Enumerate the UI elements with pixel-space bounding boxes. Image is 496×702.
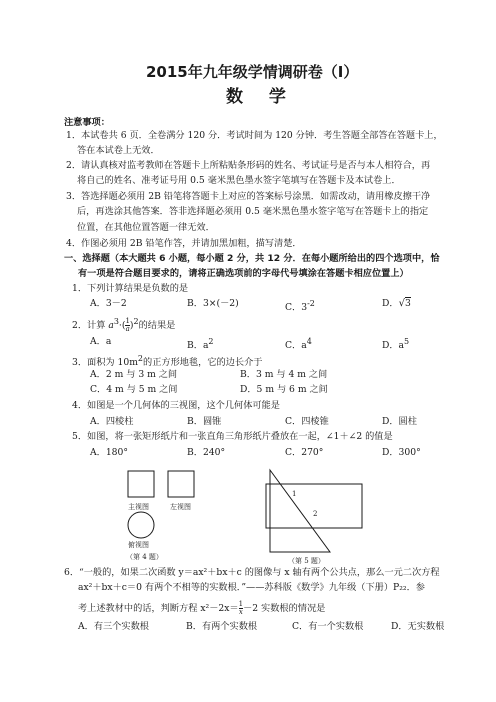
q2-stem: 2．计算 $a^3\cdot$( $\frac{1}{a}$ )$^2$的结果是 bbox=[72, 317, 176, 334]
q5-stem: 5．如图，将一张矩形纸片和一张直角三角形纸片叠放在一起，∠1＋∠2 的值是 bbox=[72, 431, 393, 442]
q3-stem: 3．面积为 $10m^2$的正方形地毯，它的边长介于 bbox=[72, 354, 263, 369]
q6-option-b: B．有两个实数根 bbox=[186, 621, 258, 632]
figure-q4-three-views bbox=[118, 467, 238, 565]
q1-option-a: A．3－2 bbox=[90, 298, 127, 309]
notice-line-5: 3．答选择题必须用 2B 铅笔将答题卡上对应的答案标号涂黑．如需改动，请用橡皮擦干净 bbox=[66, 191, 431, 202]
q4-option-b: B．圆锥 bbox=[187, 416, 222, 427]
subject-title: 数 学 bbox=[226, 87, 296, 107]
q2-option-c: C．$a^4$ bbox=[285, 337, 312, 352]
angle-2-label: 2 bbox=[313, 510, 318, 518]
section-heading-line-2: 有一项是符合题目要求的，请将正确选项前的字母代号填涂在答题卡相应位置上） bbox=[78, 268, 409, 279]
q6-line-1: 6．“一般的，如果二次函数 y＝ax²＋bx＋c 的图像与 x 轴有两个公共点，那么一元二次方程 bbox=[64, 567, 440, 578]
section-heading-line-1: 一、选择题（本大题共 6 小题，每小题 2 分，共 12 分．在每小题所给出的四个选项中，恰 bbox=[64, 253, 440, 264]
q3-option-a: A．2 m 与 3 m 之间 bbox=[90, 369, 178, 380]
front-view-label: 主视图 bbox=[128, 503, 149, 511]
q2-option-d: D．$a^5$ bbox=[382, 337, 410, 352]
q4-option-c: C．四棱锥 bbox=[285, 416, 329, 427]
notice-line-4: 将自己的姓名、准考证号用 0.5 毫米黑色墨水签字笔填写在答题卡及本试卷上． bbox=[77, 175, 401, 186]
angle-1-label: 1 bbox=[292, 490, 297, 498]
exam-title: 2015年九年级学情调研卷（Ⅰ） bbox=[146, 63, 359, 81]
q2-option-a: A．a bbox=[90, 336, 112, 347]
q5-option-b: B．240° bbox=[187, 447, 226, 458]
front-view-square bbox=[128, 471, 154, 497]
q4-option-a: A．四棱柱 bbox=[90, 416, 134, 427]
notice-line-3: 2．请认真核对监考教师在答题卡上所粘贴条形码的姓名、考试证号是否与本人相符合，再 bbox=[66, 160, 431, 171]
q5-option-d: D．300° bbox=[382, 447, 421, 458]
left-view-square bbox=[168, 471, 194, 497]
q1-option-b: B．3×(－2) bbox=[187, 298, 239, 309]
q2-option-b: B．$a^2$ bbox=[187, 337, 214, 352]
top-view-label: 俯视图 bbox=[128, 541, 149, 549]
q6-line-3: 考上述教材中的话，判断方程 x²－2x＝ $\frac{1}{x}$ －2 实数根的情况是 bbox=[78, 600, 326, 616]
q1-option-c: C．$3^{-2}$ bbox=[285, 299, 315, 314]
notice-line-2: 答在本试卷上无效． bbox=[77, 145, 160, 156]
right-triangle-paper bbox=[270, 470, 330, 552]
notice-line-6: 后，再选涂其他答案．答非选择题必须用 0.5 毫米黑色墨水签字笔写在答题卡上的指定 bbox=[77, 206, 429, 217]
top-view-circle bbox=[128, 512, 154, 538]
q6-option-c: C．有一个实数根 bbox=[292, 621, 364, 632]
notice-line-1: 1．本试卷共 6 页．全卷满分 120 分．考试时间为 120 分钟．考生答题全部答在答题卡上， bbox=[66, 130, 443, 141]
q5-option-a: A．180° bbox=[90, 447, 128, 458]
q1-stem: 1．下列计算结果是负数的是 bbox=[72, 283, 189, 294]
q5-option-c: C．270° bbox=[285, 447, 324, 458]
q6-line-2: ax²＋bx＋c＝0 有两个不相等的实数根．”——苏科版《数学》九年级（下册）P₂₂．参 bbox=[78, 582, 425, 593]
left-view-label: 左视图 bbox=[170, 503, 191, 511]
figure-q5-rect-triangle bbox=[258, 468, 368, 566]
notice-heading: 注意事项： bbox=[64, 117, 110, 128]
q6-option-a: A．有三个实数根 bbox=[78, 621, 149, 632]
q3-option-b: B．3 m 与 4 m 之间 bbox=[240, 369, 328, 380]
q3-option-d: D．5 m 与 6 m 之间 bbox=[240, 384, 328, 395]
q4-stem: 4．如图是一个几何体的三视图，这个几何体可能是 bbox=[72, 400, 280, 411]
q1-option-d: D．√3 bbox=[382, 298, 411, 309]
notice-line-7: 位置，在其他位置答题一律无效． bbox=[77, 222, 215, 233]
figure-q5-caption: （第 5 题） bbox=[288, 557, 325, 565]
q6-option-d: D．无实数根 bbox=[391, 621, 445, 632]
rectangle-paper bbox=[266, 484, 362, 528]
q4-option-d: D．圆柱 bbox=[382, 416, 417, 427]
notice-line-8: 4．作图必须用 2B 铅笔作答，并请加黑加粗，描写清楚． bbox=[66, 238, 302, 249]
q3-option-c: C．4 m 与 5 m 之间 bbox=[90, 384, 178, 395]
figure-q4-caption: （第 4 题） bbox=[126, 553, 163, 561]
